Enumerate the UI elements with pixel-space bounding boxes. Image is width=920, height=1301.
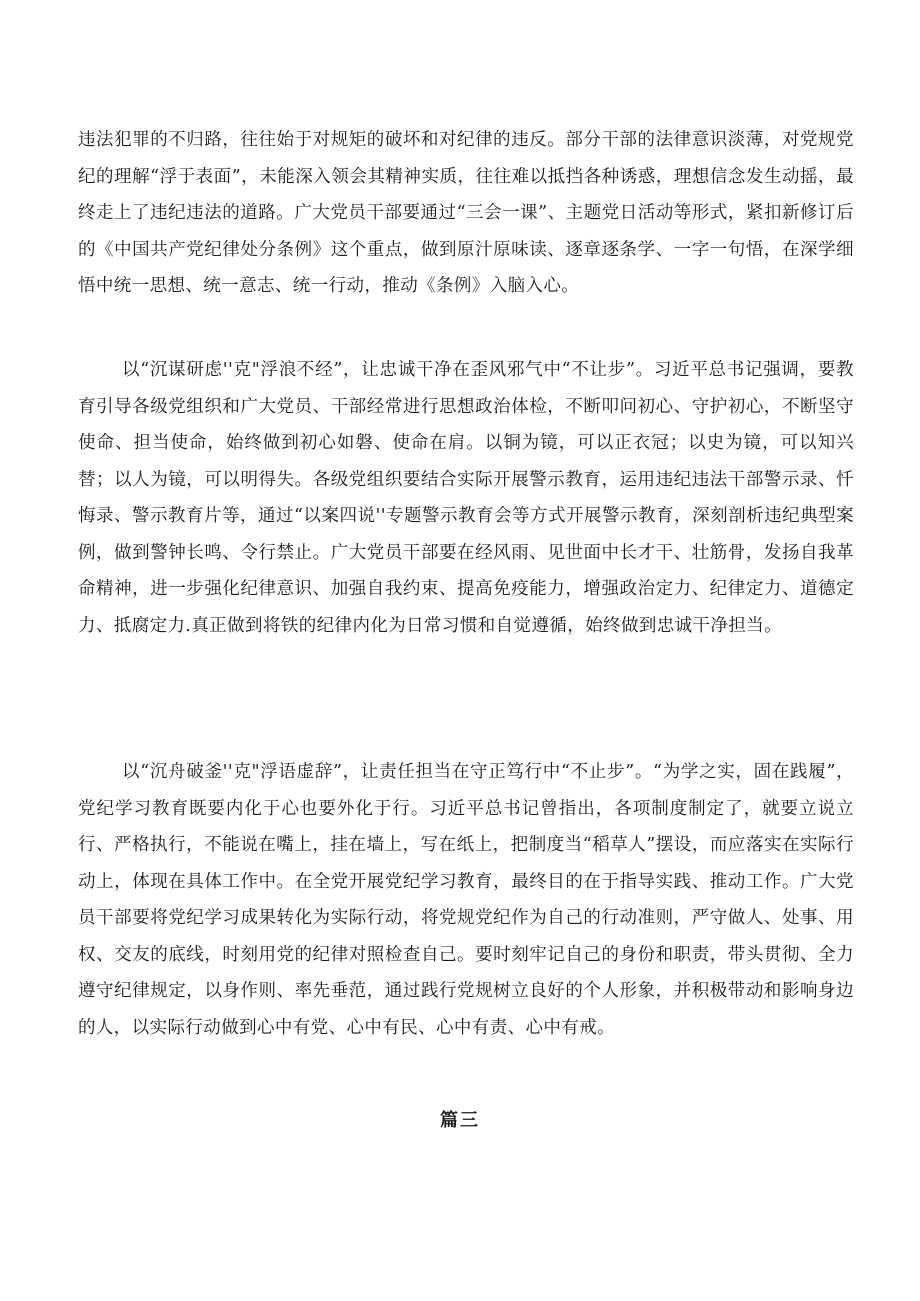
body-paragraph-1: 违法犯罪的不归路，往往始于对规矩的破坏和对纪律的违反。部分干部的法律意识淡薄，对党规党纪的理解“浮于表面”，未能深入领会其精神实质，往往难以抵挡各种诱惑，理想信念发生动摇，最终走上了违纪违法的道路。广大党员干部要通过“三会一课”、主题党日活动等形式，紧扣新修订后的《中国共产党纪律处分条例》这个重点，做到原汁原味读、逐章逐条学、一字一句悟，在深学细悟中统一思想、统一意志、统一行动，推动《条例》入脑入心。 [78,130,854,296]
section-heading: 篇三 [440,1110,480,1131]
body-paragraph-3: 以“沉舟破釜''克"浮语虚辞”，让责任担当在守正笃行中“不止步”。“为学之实，固在践履”，党纪学习教育既要内化于心也要外化于行。习近平总书记曾指出，各项制度制定了，就要立说立行、严格执行，不能说在嘴上，挂在墙上，写在纸上，把制度当“稻草人”摆设，而应落实在实际行动上，体现在具体工作中。在全党开展党纪学习教育，最终目的在于指导实践、推动工作。广大党员干部要将党纪学习成果转化为实际行动，将党规党纪作为自己的行动准则，严守做人、处事、用权、交友的底线，时刻用党的纪律对照检查自己。要时刻牢记自己的身份和职责，带头贯彻、全力遵守纪律规定，以身作则、率先垂范，通过践行党规树立良好的个人形象，并积极带动和影响身边的人，以实际行动做到心中有党、心中有民、心中有责、心中有戒。 [78,762,854,1038]
body-paragraph-2: 以“沉谋研虑''克"浮浪不经”，让忠诚干净在歪风邪气中“不让步”。习近平总书记强调，要教育引导各级党组织和广大党员、干部经常进行思想政治体检，不断叩问初心、守护初心，不断坚守使命、担当使命，始终做到初心如磐、使命在肩。以铜为镜，可以正衣冠；以史为镜，可以知兴替；以人为镜，可以明得失。各级党组织要结合实际开展警示教育，运用违纪违法干部警示录、忏悔录、警示教育片等，通过“以案四说''专题警示教育会等方式开展警示教育，深刻剖析违纪典型案例，做到警钟长鸣、令行禁止。广大党员干部要在经风雨、见世面中长才干、壮筋骨，发扬自我革命精神，进一步强化纪律意识、加强自我约束、提高免疫能力，增强政治定力、纪律定力、道德定力、抵腐定力.真正做到将铁的纪律内化为日常习惯和自觉遵循，始终做到忠诚干净担当。 [78,360,854,636]
